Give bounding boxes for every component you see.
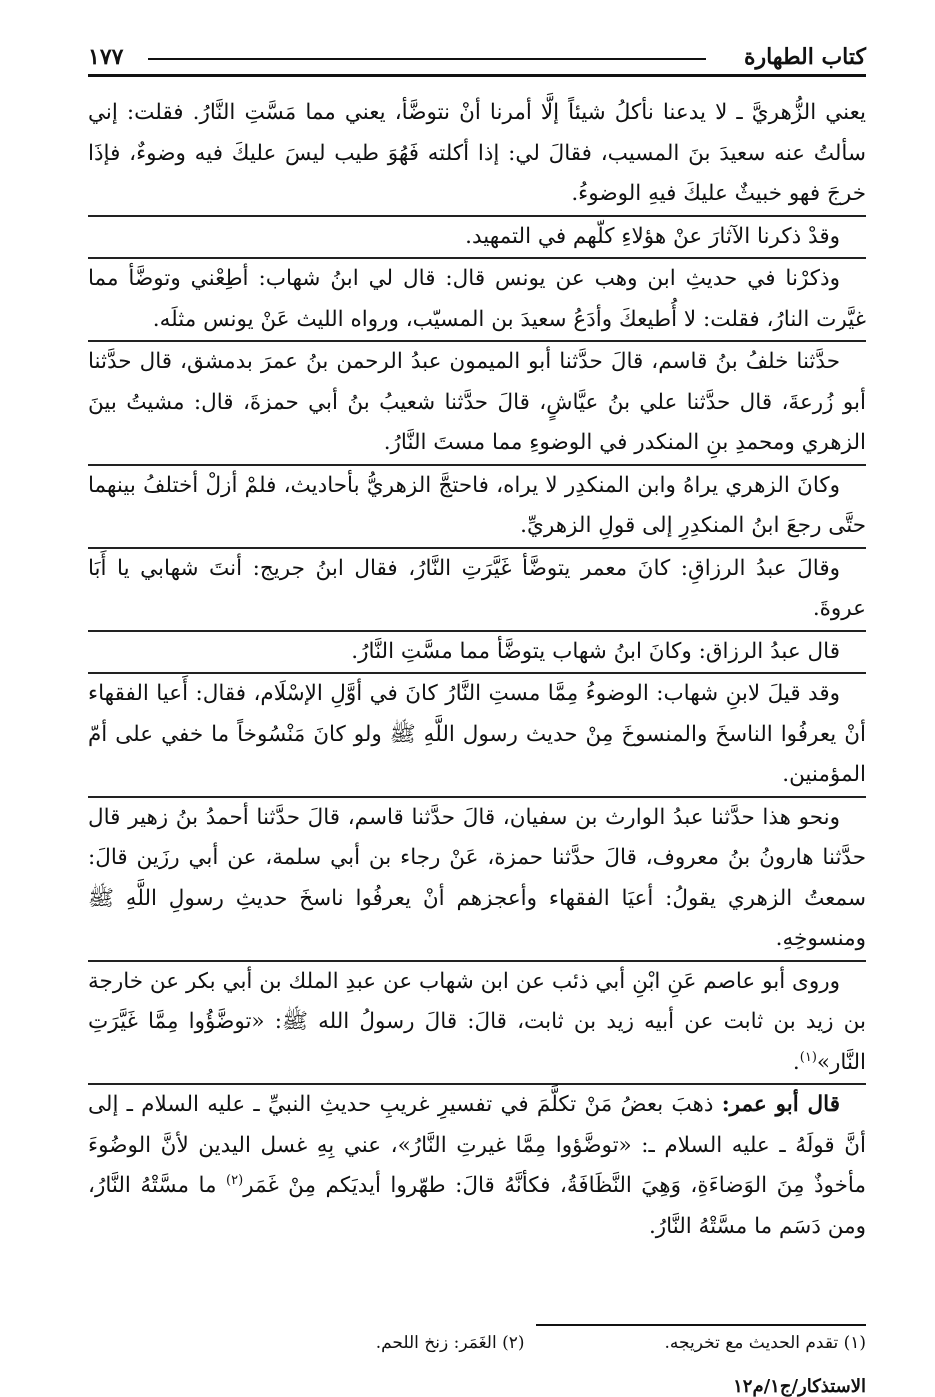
header-title-rule	[148, 58, 706, 60]
paragraph-9: ونحو هذا حدَّثنا عبدُ الوارث بن سفيان، قالَ حدَّثنا قاسم، قالَ حدَّثنا أحمدُ بنُ زهير قال حدَّثنا هارونُ بنُ معروف، قالَ حدَّثنا حمزة، عَنْ رجاء بن أبي سلمة، عن أبي رزَين قالَ: سمعتُ الزهري يقولُ: أعيَا الفقهاء وأعجزهم أنْ يعرفُوا ناسخَ حديثِ رسولِ اللَّهِ ﷺ ومنسوخِهِ.	[88, 804, 866, 951]
chapter-title: كتاب الطهارة	[743, 44, 866, 70]
footnote-2: (٢) الغَمَر: زنخ اللحم.	[375, 1333, 525, 1353]
paragraph-5: وكانَ الزهري يراهُ وابن المنكدِر لا يراه، فاحتجَّ الزهريُّ بأحاديث، فلمْ أزلْ أختلفُ بينهما حتَّى رجعَ ابنُ المنكدِرِ إلى قولِ الزهريِّ.	[88, 472, 866, 538]
page-header	[88, 28, 866, 70]
paragraph-8: وقد قيلَ لابنِ شهاب: الوضوءُ مِمَّا مستِ النَّارُ كانَ في أوَّلِ الإسْلَام، فقال: أَعيا الفقهاء أنْ يعرفُوا الناسخَ والمنسوخَ مِنْ حديث رسول اللَّهِ ﷺ ولو كانَ مَنْسُوخاً ما خفي على أمّ المؤمنين.	[88, 681, 866, 787]
paragraph-4: حدَّثنا خلفُ بنُ قاسم، قالَ حدَّثنا أبو الميمون عبدُ الرحمن بنُ عمرَ بدمشق، قال حدَّثنا أبو زُرعةَ، قال حدَّثنا علي بنُ عيَّاشٍ، قالَ حدَّثنا شعيبُ بنُ أبي حمزةَ، قال: مشيتُ بينَ الزهري ومحمدِ بنِ المنكدر في الوضوءِ مما مستَ النَّارُ.	[88, 349, 866, 455]
paragraph-11-text: ذهبَ بعضُ مَنْ تكلَّمَ في تفسيرِ غريبِ حديثِ النبيِّ ـ عليه السلام ـ إلى أنَّ قولَهُ ـ عليه السلام ـ: «توضَّؤوا مِمَّا غيرتِ النَّارُ»، عني بِهِ غسل اليدين لأنَّ الوضُوءَ مأخوذٌ مِنَ الوَضاءَةِ، وَهِيَ النَّظَافَةُ، فكأنَّهُ قالَ: طهّروا أيديَكم مِنْ غَمَر	[88, 1092, 866, 1198]
footnote-ref-1: (١)	[799, 1049, 817, 1065]
paragraph-11-lead: قال أبو عمر:	[721, 1092, 840, 1117]
paragraph-7: قال عبدُ الرزاق: وكانَ ابنُ شهاب يتوضَّأ مما مسَّتِ النَّارُ.	[351, 638, 840, 664]
paragraph-6: وقالَ عبدُ الرزاقِ: كانَ معمر يتوضَّأ غَيَّرَتِ النَّارُ، فقال ابنُ جريج: أنتَ شهابي يا أَبَا عروةَ.	[88, 555, 866, 621]
footnote-1: (١) تقدم الحديث مع تخريجه.	[664, 1333, 866, 1353]
book-page	[88, 28, 866, 1397]
paragraph-2: وقدْ ذكرنا الآثارَ عنْ هؤلاءِ كلّهم في التمهيد.	[465, 223, 840, 249]
paragraph-10	[88, 962, 866, 1084]
paragraph-10-tail: .	[792, 1049, 800, 1075]
header-rule	[88, 74, 866, 77]
body-text	[88, 93, 866, 1247]
paragraph-11	[88, 1085, 866, 1247]
footnote-ref-2: (٢)	[226, 1172, 244, 1188]
signature-mark: الاستذكار/ج١/م١٢	[733, 1376, 866, 1397]
footnotes	[88, 1333, 866, 1353]
paragraph-3: وذكرْنا في حديثِ ابن وهب عن يونس قال: قال لي ابنُ شهاب: أطِعْني وتوضَّأ مما غيَّرت النارُ، فقلت: لا أُطيعكَ وأدَعُ سعيدَ بن المسيّب، ورواه الليث عَنْ يونس مثلَه.	[88, 266, 866, 332]
page-number: ١٧٧	[88, 44, 124, 70]
paragraph-1: يعني الزُّهريَّ ـ لا يدعنا نأكلُ شيئاً إلَّا أمرنا أنْ نتوضَّأ، يعني مما مَسَّتِ النَّارُ. فقلت: إني سألتُ عنه سعيدَ بنَ المسيب، فقالَ لي: إذا أكلته فَهُوَ طيب ليسَ عليكَ فيه وضوءٌ، فإذَا خرجَ فهو خبيثٌ عليكَ فيهِ الوضوءُ.	[88, 100, 866, 206]
paragraph-11-tail: ما مسَّتْهُ النَّارُ، ومن دَسَم ما مسَّتْهُ النَّارُ.	[88, 1173, 866, 1239]
footnote-rule	[536, 1324, 866, 1326]
paragraph-10-text: وروى أبو عاصم عَنِ ابْنِ أبي ذئب عن ابن شهاب عن عبدِ الملك بن أبي بكر عن خارجة بن زيد بن ثابت عن أبيه زيد بن ثابت، قالَ: قالَ رسولُ الله ﷺ: «توضَّؤُوا مِمَّا غَيَّرَتِ النَّار»	[88, 968, 866, 1075]
